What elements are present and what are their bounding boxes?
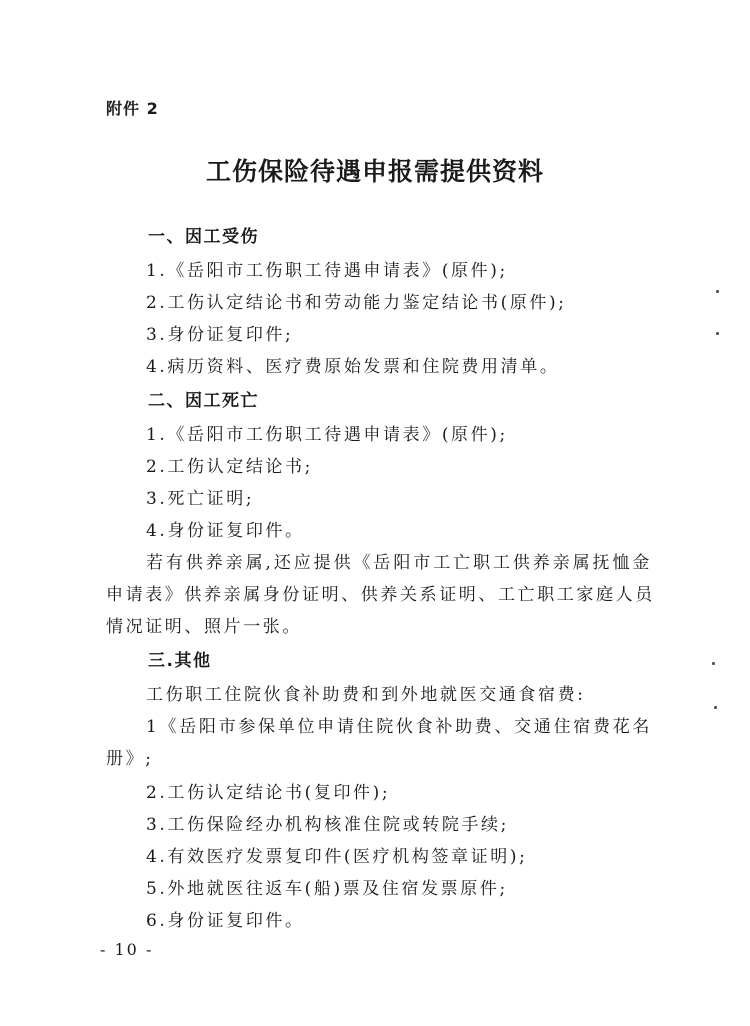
list-item: 4.身份证复印件。	[146, 521, 305, 541]
list-item: 4.病历资料、医疗费原始发票和住院费用清单。	[146, 357, 560, 377]
list-item: 1《岳阳市参保单位申请住院伙食补助费、交通住宿费花名	[146, 717, 652, 737]
scan-speck	[714, 706, 717, 709]
attachment-label: 附件 2	[106, 99, 159, 118]
list-item-continuation: 册》;	[106, 749, 154, 769]
page-number: - 10 -	[100, 940, 154, 959]
list-item: 1.《岳阳市工伤职工待遇申请表》(原件);	[146, 261, 508, 281]
section-heading-other: 三.其他	[148, 651, 212, 671]
scan-speck	[716, 290, 719, 293]
list-item: 4.有效医疗发票复印件(医疗机构签章证明);	[146, 847, 528, 867]
list-item: 3.身份证复印件;	[146, 325, 294, 345]
list-item: 2.工伤认定结论书和劳动能力鉴定结论书(原件);	[146, 293, 567, 313]
scan-speck	[716, 332, 719, 335]
dependents-note-line: 若有供养亲属,还应提供《岳阳市工亡职工供养亲属抚恤金	[146, 553, 652, 573]
dependents-note-line: 情况证明、照片一张。	[106, 617, 302, 637]
section-heading-death: 二、因工死亡	[148, 391, 259, 411]
list-item: 3.工伤保险经办机构核准住院或转院手续;	[146, 815, 509, 835]
list-item: 5.外地就医往返车(船)票及住宿发票原件;	[146, 879, 508, 899]
list-item: 3.死亡证明;	[146, 489, 255, 509]
list-item: 2.工伤认定结论书;	[146, 457, 313, 477]
document-title: 工伤保险待遇申报需提供资料	[205, 157, 544, 186]
list-item: 1.《岳阳市工伤职工待遇申请表》(原件);	[146, 425, 508, 445]
section-heading-injury: 一、因工受伤	[148, 227, 259, 247]
section-intro: 工伤职工住院伙食补助费和到外地就医交通食宿费:	[146, 685, 586, 705]
list-item: 6.身份证复印件。	[146, 911, 305, 931]
scan-speck	[712, 662, 715, 665]
list-item: 2.工伤认定结论书(复印件);	[146, 783, 391, 803]
dependents-note-line: 申请表》供养亲属身份证明、供养关系证明、工亡职工家庭人员	[106, 585, 655, 605]
